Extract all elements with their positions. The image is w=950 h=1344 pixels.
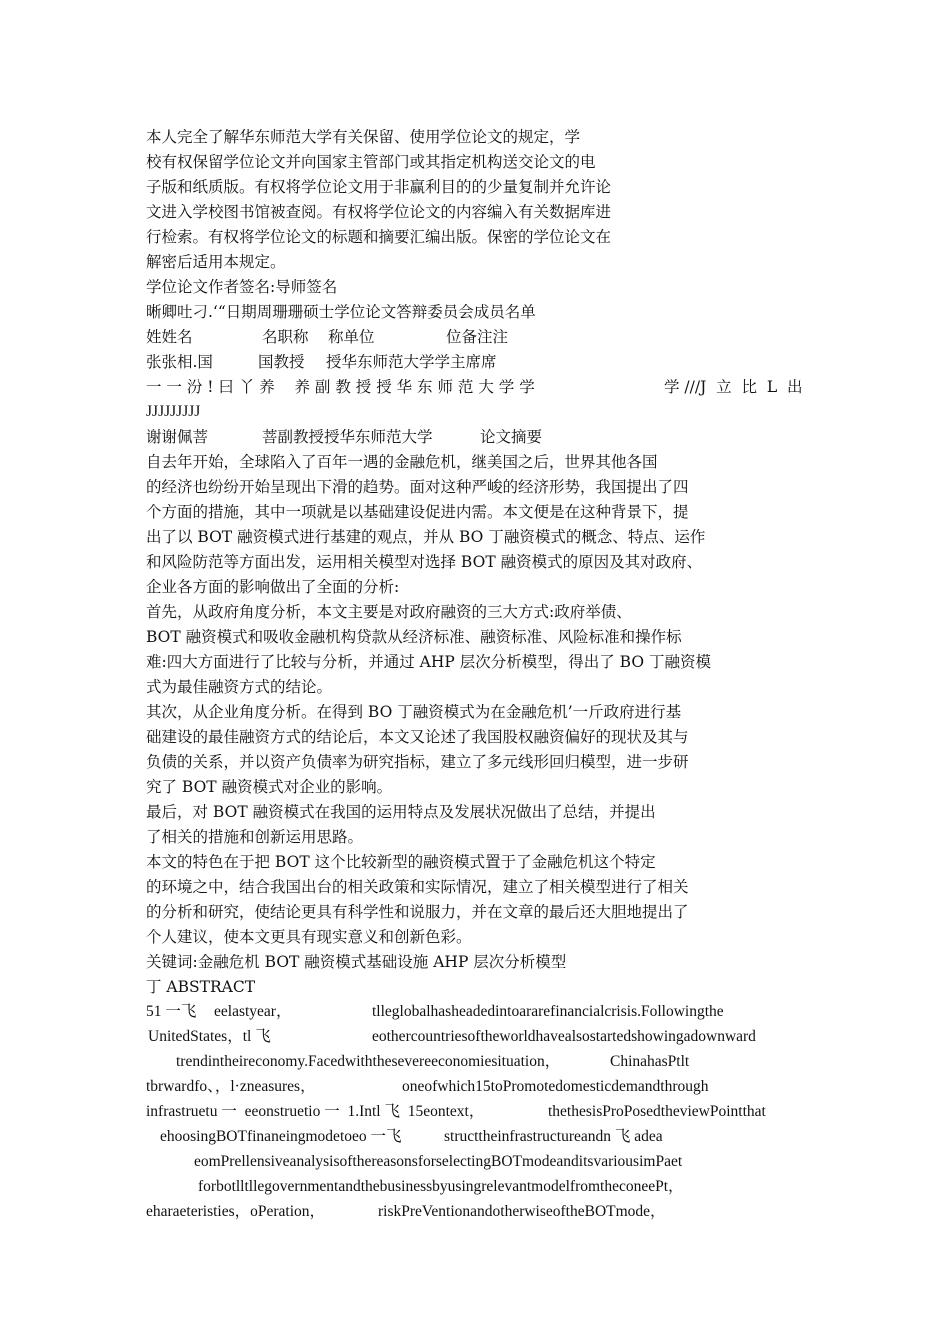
en-segment: eomPrellensiveanalysisofthereasonsforselectingBOTmodeanditsvariousimPaet <box>194 1153 683 1170</box>
keywords-line: 关键词:金融危机 BOT 融资模式基础设施 AHP 层次分析模型 <box>146 953 567 971</box>
header-remark: 位备注注 <box>446 328 509 346</box>
en-segment: infrastruetu 一 eeonstruetio 一 1.Intl 飞 15eontext， <box>146 1103 485 1120</box>
abstract-line: BOT 融资模式和吸收金融机构贷款从经济标准、融资标准、风险标准和操作标 <box>146 628 682 646</box>
abstract-line: 的环境之中，结合我国出台的相关政策和实际情况，建立了相关模型进行了相关 <box>146 878 689 896</box>
en-segment: thethesisProPosedtheviewPointthat <box>548 1103 766 1120</box>
abstract-line: 出了以 BOT 融资模式进行基建的观点，并从 BO 丁融资模式的概念、特点、运作 <box>146 528 706 546</box>
en-segment: tbrwardfo、，l·zneasures， <box>146 1078 316 1095</box>
member-unit: 菩副教授授华东师范大学 <box>262 428 433 446</box>
en-segment: UnitedStates，tl 飞 <box>148 1028 271 1045</box>
en-segment: oneofwhich15toPromotedomesticdemandthrough <box>402 1078 709 1095</box>
declaration-line: 解密后适用本规定。 <box>146 253 286 271</box>
abstract-line: 式为最佳融资方式的结论。 <box>146 678 333 696</box>
en-segment: eelastyear， <box>214 1003 292 1020</box>
abstract-line: 的分析和研究，使结论更具有科学性和说服力，并在文章的最后还大胆地提出了 <box>146 903 689 921</box>
abstract-line: 首先，从政府角度分析，本文主要是对政府融资的三大方式:政府举债、 <box>146 603 632 621</box>
member-name: 张张相.国 <box>146 353 213 371</box>
abstract-line: 个人建议，使本文更具有现实意义和创新色彩。 <box>146 928 472 946</box>
en-segment: eothercountriesoftheworldhavealsostartedshowingadownward <box>372 1028 756 1045</box>
abstract-line: 和风险防范等方面出发，运用相关模型对选择 BOT 融资模式的原因及其对政府、 <box>146 553 703 571</box>
header-unit: 称单位 <box>328 328 375 346</box>
abstract-heading: 论文摘要 <box>480 428 543 446</box>
garbled-right: 学 ///J 立 比 L 出 <box>664 378 803 396</box>
abstract-line: 自去年开始，全球陷入了百年一遇的金融危机，继美国之后，世界其他各国 <box>146 453 658 471</box>
declaration-line: 文进入学校图书馆被查阅。有权将学位论文的内容编入有关数据库进 <box>146 203 612 221</box>
declaration-line: 校有权保留学位论文并向国家主管部门或其指定机构送交论文的电 <box>146 153 596 171</box>
abstract-line: 最后，对 BOT 融资模式在我国的运用特点及发展状况做出了总结，并提出 <box>146 803 656 821</box>
abstract-line: 负债的关系，并以资产负债率为研究指标，建立了多元线形回归模型，进一步研 <box>146 753 689 771</box>
en-segment: 51 一飞 <box>146 1003 197 1020</box>
abstract-line: 企业各方面的影响做出了全面的分析: <box>146 578 400 596</box>
signature-line: 学位论文作者签名:导师签名 <box>146 278 338 296</box>
en-segment: trendintheireconomy.Facedwiththesevereeconomiesituation， <box>176 1053 561 1070</box>
abstract-line: 了相关的措施和创新运用思路。 <box>146 828 364 846</box>
committee-title: 晰卿吐刁.‘“日期周珊珊硕士学位论文答辩委员会成员名单 <box>146 303 536 321</box>
header-name: 姓姓名 <box>146 328 193 346</box>
en-segment: structtheinfrastructureandn 飞 adea <box>444 1128 663 1145</box>
member-unit: 授华东师范大学学主席席 <box>326 353 497 371</box>
garbled-continuation: JJJJJJJJJ <box>146 403 201 420</box>
en-segment: riskPreVentionandotherwiseoftheBOTmode， <box>378 1203 666 1220</box>
en-segment: eharaeteristies，oPeration， <box>146 1203 326 1220</box>
header-title: 名职称 <box>262 328 309 346</box>
declaration-line: 本人完全了解华东师范大学有关保留、使用学位论文的规定，学 <box>146 128 581 146</box>
en-segment: ChinahasPtlt <box>610 1053 690 1070</box>
en-segment: ehoosingBOTfinaneingmodetoeo 一飞 <box>160 1128 402 1145</box>
abstract-line: 个方面的措施，其中一项就是以基础建设促进内需。本文便是在这种背景下，提 <box>146 503 689 521</box>
garbled-left: 一 一 汾 ! 曰 丫 养 养 副 教 授 授 华 东 师 范 大 学 学 <box>146 378 535 396</box>
abstract-line: 础建设的最佳融资方式的结论后，本文又论述了我国股权融资偏好的现状及其与 <box>146 728 689 746</box>
abstract-line: 究了 BOT 融资模式对企业的影响。 <box>146 778 393 796</box>
abstract-line: 难:四大方面进行了比较与分析，并通过 AHP 层次分析模型，得出了 BO 丁融资模 <box>146 653 711 671</box>
member-title: 国教授 <box>258 353 305 371</box>
member-name: 谢谢佩菩 <box>146 428 209 446</box>
en-segment: forbotlltllegovernmentandthebusinessbyusingrelevantmodelfromtheconeePt， <box>198 1178 684 1195</box>
abstract-line: 的经济也纷纷开始呈现出下滑的趋势。面对这种严峻的经济形势，我国提出了四 <box>146 478 689 496</box>
declaration-line: 行检索。有权将学位论文的标题和摘要汇编出版。保密的学位论文在 <box>146 228 612 246</box>
en-segment: tlleglobalhasheadedintoararefinancialcrisis.Followingthe <box>372 1003 724 1020</box>
abstract-line: 本文的特色在于把 BOT 这个比较新型的融资模式置于了金融危机这个特定 <box>146 853 656 871</box>
abstract-line: 其次，从企业角度分析。在得到 BO 丁融资模式为在金融危机’一斤政府进行基 <box>146 703 682 721</box>
english-abstract-heading: 丁 ABSTRACT <box>146 978 256 996</box>
declaration-line: 子版和纸质版。有权将学位论文用于非赢利目的的少量复制并允许论 <box>146 178 612 196</box>
